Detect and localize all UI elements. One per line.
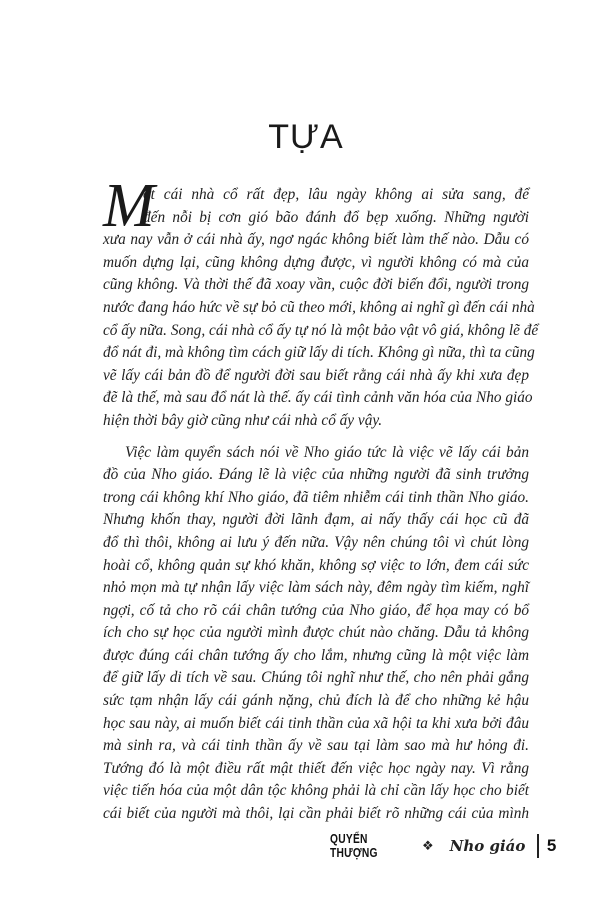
text-line: đổ thì thôi, không ai lưu ý đến nữa. Vậy nên chúng tôi vì chút lòng — [103, 533, 529, 551]
text-line: học sau này, ai muốn biết cái tinh thần của xã hội ta khi xưa bởi đâu — [103, 714, 529, 732]
text-line: đẽ là thế, mà sau đổ nát là thế. ấy cái tình cảnh văn hóa của Nho giáo — [103, 389, 533, 407]
text-line: ngợi, cố tả cho rõ cái chân tướng của Nho giáo, để họa may có bổ — [103, 601, 529, 619]
footer-divider — [537, 834, 539, 858]
page-footer — [330, 832, 556, 860]
text-line: cũng không. Và thời thế đã xoay vần, cuộc đời biến đổi, người trong — [103, 276, 529, 294]
text-line: được đúng cái chân tướng ấy cho lắm, nhưng cũng là một việc làm — [103, 646, 529, 664]
book-logo: Nho giáo — [449, 837, 526, 855]
text-line: Tướng đó là một điều rất mật thiết đến việc học ngày nay. Vì rằng — [103, 759, 529, 777]
drop-cap: M — [103, 172, 155, 240]
text-line: nước đang háo hức về sự bỏ cũ theo mới, không ai nghĩ gì đến cái nhà — [103, 298, 535, 316]
text-line: hoài cổ, không quản sự khó khăn, không sợ việc to lớn, đem cái sức — [103, 556, 529, 574]
text-line: Việc làm quyển sách nói về Nho giáo tức là việc vẽ lấy cái bản — [125, 443, 529, 461]
text-line: trong cái không khí Nho giáo, đã tiêm nhiễm cái tinh thần Nho giáo. — [103, 488, 529, 506]
paragraph-1 — [103, 172, 539, 433]
text-line: vẽ lấy cái bản đồ để người đời sau biết rằng cái nhà ấy khi xưa đẹp — [103, 366, 529, 384]
text-line: sức tạm nhận lấy cái gánh nặng, chủ đích là để cho những kẻ hậu — [103, 692, 529, 710]
text-line: ột cái nhà cổ rất đẹp, lâu ngày không ai sửa sang, để — [143, 186, 529, 203]
text-line: ích cho sự học của người mình được chút nào chăng. Dẫu tả không — [103, 624, 529, 642]
text-line: đồ của Nho giáo. Đáng lẽ là việc của những người đã sinh trưởng — [103, 466, 529, 484]
text-line: đổ nát đi, mà không tìm cách giữ lấy di tích. Không gì nữa, thì ta cũng — [103, 344, 535, 362]
paragraph-2 — [103, 442, 529, 826]
text-line: việc tiến hóa của một dân tộc không phải là chỉ cần lấy học cho biết — [103, 782, 529, 800]
text-line: hiện thời bây giờ cũng như cái nhà cổ ấy vậy. — [103, 411, 383, 429]
text-line: xưa nay vẫn ở cái nhà ấy, ngơ ngác không biết làm thế nào. Dẫu có — [103, 231, 529, 249]
text-line: đến nỗi bị cơn gió bão đánh đổ bẹp xuống. Những người — [143, 208, 529, 226]
ornament-icon: ❖ — [422, 838, 434, 853]
text-line: nhỏ mọn mà tự nhận lấy việc làm sách này, đêm ngày tìm kiếm, nghĩ — [103, 579, 529, 597]
text-line: cổ ấy nữa. Song, cái nhà cổ ấy tự nó là một bảo vật vô giá, không lẽ để — [103, 321, 539, 339]
text-line: muốn dựng lại, cũng không dựng được, vì người không có mà của — [103, 253, 529, 271]
text-line: Nhưng khốn thay, người đời lãnh đạm, ai nấy thấy cái học cũ đã — [103, 511, 529, 529]
page-number: 5 — [546, 836, 557, 855]
volume-label: QUYỂN THƯỢNG — [330, 832, 378, 860]
preface-text — [103, 172, 539, 826]
text-line: cái biết của người mà thôi, lại cần phải biết rõ những cái của mình — [103, 805, 529, 823]
page-title: TỰA — [268, 118, 344, 156]
text-line: để giữ lấy di tích về sau. Chúng tôi nghĩ như thế, cho nên phải gắng — [103, 669, 529, 687]
text-line: mà sinh ra, và cái tinh thần ấy về sau tại làm sao mà hư hỏng đi. — [103, 737, 529, 755]
